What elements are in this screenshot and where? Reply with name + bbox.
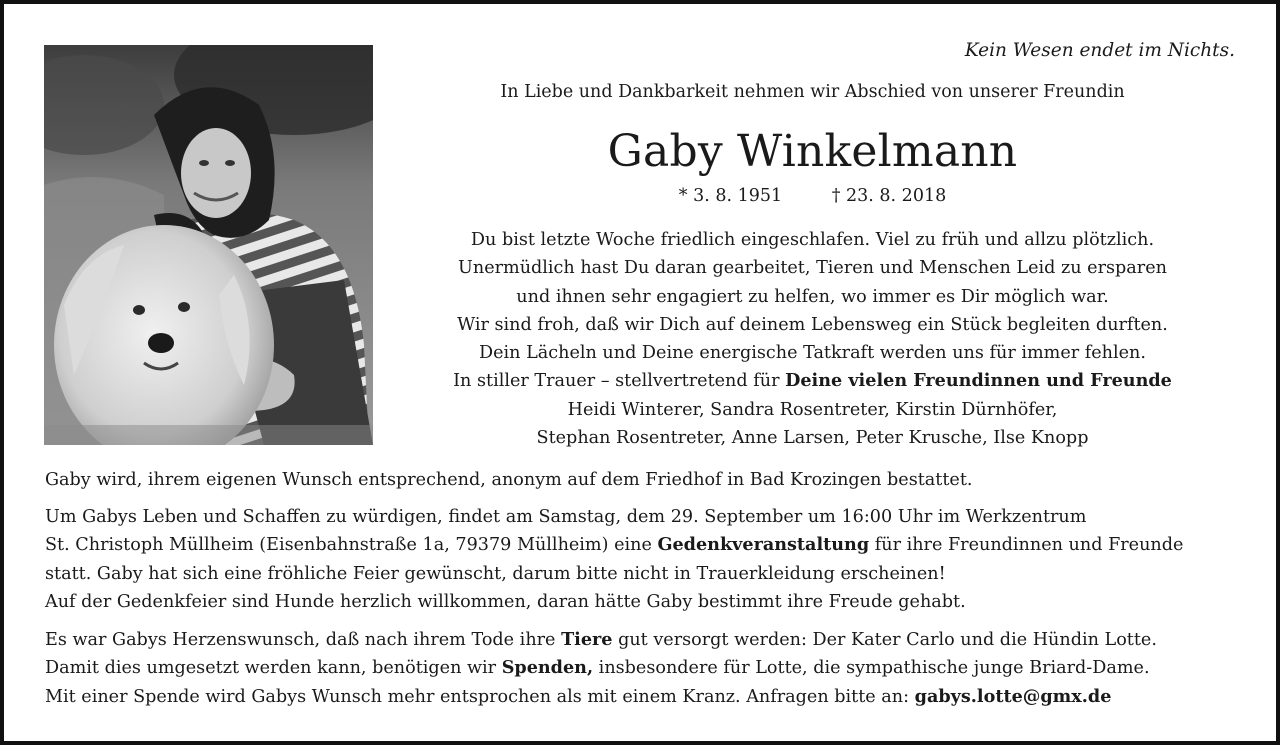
donation-text: gut versorgt werden: Der Kater Carlo und die Hündin Lotte. [612, 630, 1157, 650]
intro-line: In Liebe und Dankbarkeit nehmen wir Abschied von unserer Freundin [500, 82, 1125, 102]
memorial-text: St. Christoph Müllheim (Eisenbahnstraße 1a, 79379 Müllheim) eine [45, 535, 658, 556]
mourners-intro [377, 367, 1248, 395]
donation-text: Damit dies umgesetzt werden kann, benötigen wir [45, 658, 502, 679]
donation-text: insbesondere für Lotte, die sympathische junge Briard-Dame. [593, 658, 1150, 679]
life-dates [377, 186, 1248, 206]
donation-line [45, 683, 1245, 711]
donation-text: Mit einer Spende wird Gabys Wunsch mehr entsprochen als mit einem Kranz. Anfragen bitte an: [45, 686, 915, 707]
burial-note [45, 466, 1245, 494]
mourners-names: Stephan Rosentreter, Anne Larsen, Peter Krusche, Ilse Knopp [536, 428, 1089, 449]
motto: Kein Wesen endet im Nichts. [964, 40, 1235, 61]
birth-date: * 3. 8. 1951 [678, 186, 783, 206]
tribute-line: Wir sind froh, daß wir Dich auf deinem Lebensweg ein Stück begleiten durften. [457, 314, 1168, 335]
donation-text: Es war Gabys Herzenswunsch, daß nach ihrem Tode ihre [45, 630, 562, 650]
portrait-photo [44, 45, 373, 445]
burial-text: Gaby wird, ihrem eigenen Wunsch entsprechend, anonym auf dem Friedhof in Bad Krozingen bestattet. [45, 470, 973, 490]
memorial-event: Gedenkveranstaltung [657, 534, 870, 556]
memorial-text: für ihre Freundinnen und Freunde [869, 535, 1184, 556]
memorial-line: statt. Gaby hat sich eine fröhliche Feier gewünscht, darum bitte nicht in Trauerkleidung erscheinen! [45, 563, 946, 584]
memorial-line [45, 531, 1245, 559]
donation-request [45, 626, 1245, 711]
tribute-line: Dein Lächeln und Deine energische Tatkraft werden uns für immer fehlen. [479, 343, 1146, 364]
memorial-info [45, 503, 1245, 616]
donation-line [45, 654, 1245, 682]
tribute-line: und ihnen sehr engagiert zu helfen, wo immer es Dir möglich war. [516, 286, 1109, 307]
mourners-group: Deine vielen Freundinnen und Freunde [785, 370, 1172, 392]
donation-keyword: Tiere [561, 629, 613, 650]
death-date: † 23. 8. 2018 [831, 186, 947, 206]
memorial-line: Um Gabys Leben und Schaffen zu würdigen, findet am Samstag, dem 29. September um 16:00 Uhr im Werkzentrum [45, 507, 1087, 527]
tribute-line: Du bist letzte Woche friedlich eingeschlafen. Viel zu früh und allzu plötzlich. [470, 230, 1155, 250]
tribute-text [377, 226, 1248, 452]
portrait-photo-drawing [44, 45, 373, 445]
mourners-names: Heidi Winterer, Sandra Rosentreter, Kirstin Dürnhöfer, [567, 399, 1058, 420]
memorial-line: Auf der Gedenkfeier sind Hunde herzlich willkommen, daran hätte Gaby bestimmt ihre Freude gehabt. [45, 591, 966, 612]
mourners-intro-text: In stiller Trauer – stellvertretend für [453, 371, 786, 392]
donation-line [45, 626, 1245, 654]
tribute-line: Unermüdlich hast Du daran gearbeitet, Tieren und Menschen Leid zu ersparen [458, 258, 1167, 279]
contact-email[interactable]: gabys.lotte@gmx.de [914, 685, 1112, 707]
deceased-name: Gaby Winkelmann [607, 126, 1018, 177]
donation-keyword: Spenden, [501, 657, 594, 679]
